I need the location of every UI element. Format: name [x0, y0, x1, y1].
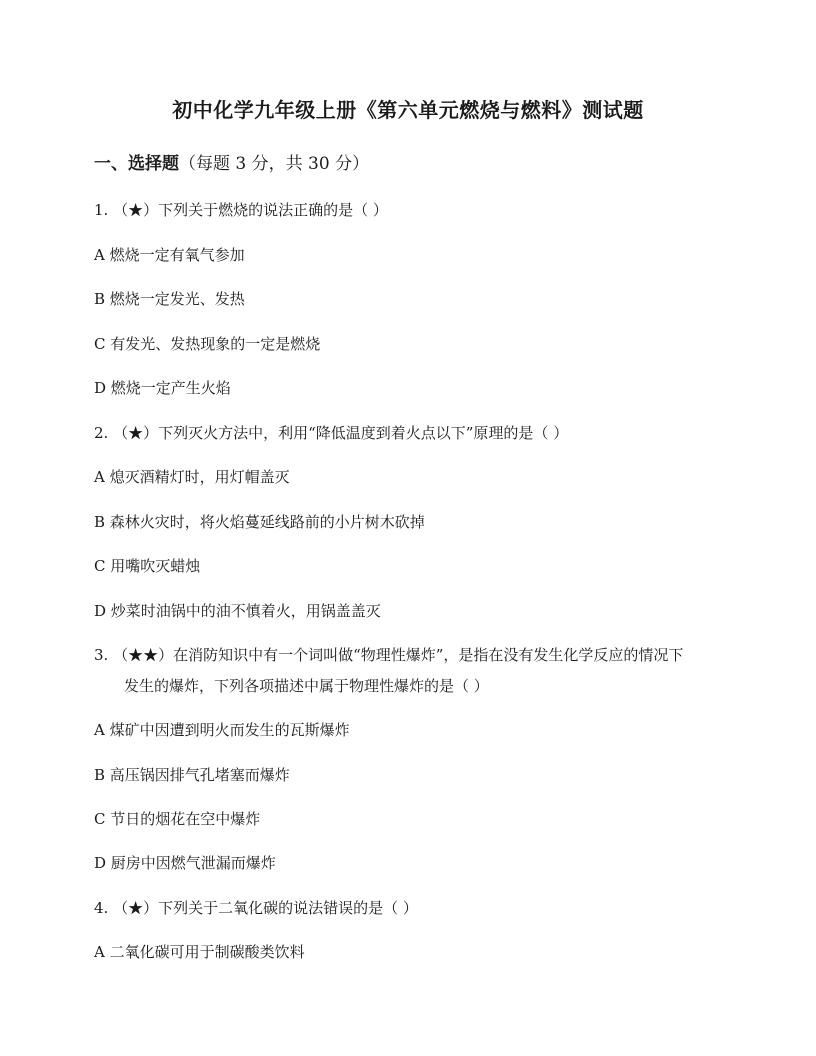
- section-score-note: （每题 3 分，共 30 分）: [179, 154, 370, 174]
- question-3-option-c: C 节日的烟花在空中爆炸: [94, 810, 261, 828]
- question-stem-4: 4. （★）下列关于二氧化碳的说法错误的是（ ）: [94, 899, 418, 917]
- question-4-option-a: A 二氧化碳可用于制碳酸类饮料: [94, 943, 305, 961]
- question-2-option-c: C 用嘴吹灭蜡烛: [94, 557, 201, 575]
- question-1-option-d: D 燃烧一定产生火焰: [94, 379, 231, 397]
- question-2-option-b: B 森林火灾时，将火焰蔓延线路前的小片树木砍掉: [94, 513, 425, 531]
- question-2-option-a: A 熄灭酒精灯时，用灯帽盖灭: [94, 468, 290, 486]
- question-1-option-c: C 有发光、发热现象的一定是燃烧: [94, 335, 321, 353]
- question-stem-3-continued: 发生的爆炸，下列各项描述中属于物理性爆炸的是（ ）: [124, 677, 489, 695]
- question-2-option-d: D 炒菜时油锅中的油不慎着火，用锅盖盖灭: [94, 602, 381, 620]
- question-3-option-b: B 高压锅因排气孔堵塞而爆炸: [94, 766, 290, 784]
- question-stem-1: 1. （★）下列关于燃烧的说法正确的是（ ）: [94, 201, 388, 219]
- question-stem-3: 3. （★★）在消防知识中有一个词叫做“物理性爆炸”，是指在没有发生化学反应的情况下: [94, 646, 684, 664]
- section-heading: [94, 149, 369, 174]
- question-stem-2: 2. （★）下列灭火方法中，利用“降低温度到着火点以下”原理的是（ ）: [94, 424, 569, 442]
- question-1-option-a: A 燃烧一定有氧气参加: [94, 246, 245, 264]
- question-3-option-a: A 煤矿中因遭到明火而发生的瓦斯爆炸: [94, 721, 350, 739]
- page-title: 初中化学九年级上册《第六单元燃烧与燃料》测试题: [172, 98, 644, 122]
- question-3-option-d: D 厨房中因燃气泄漏而爆炸: [94, 854, 276, 872]
- section-heading-label: 一、选择题: [94, 154, 179, 174]
- question-1-option-b: B 燃烧一定发光、发热: [94, 290, 245, 308]
